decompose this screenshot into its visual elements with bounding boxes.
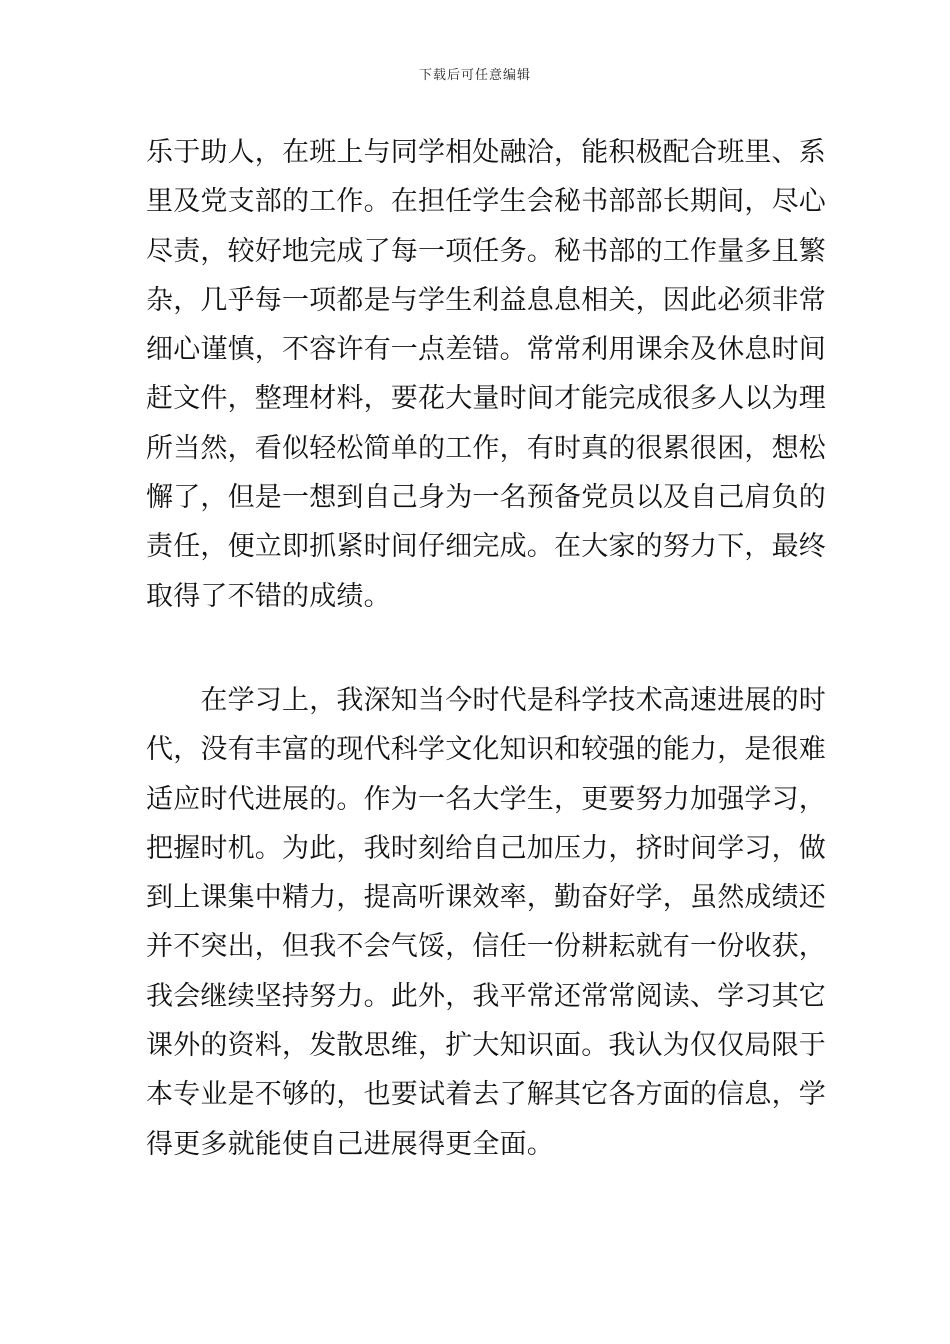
paragraph-line: 所当然，看似轻松简单的工作，有时真的很累很困，想松 bbox=[146, 432, 826, 464]
paragraph-line: 在学习上，我深知当今时代是科学技术高速进展的时 bbox=[146, 685, 826, 716]
paragraph-line: 懈了，但是一想到自己身为一名预备党员以及自己肩负的 bbox=[146, 482, 826, 514]
paragraph-line: 得更多就能使自己进展得更全面。 bbox=[146, 1128, 554, 1160]
paragraph-line: 杂，几乎每一项都是与学生利益息息相关，因此必须非常 bbox=[146, 284, 826, 316]
paragraph-line: 代，没有丰富的现代科学文化知识和较强的能力，是很难 bbox=[146, 734, 826, 766]
paragraph-line: 本专业是不够的，也要试着去了解其它各方面的信息，学 bbox=[146, 1079, 826, 1111]
paragraph-line: 尽责，较好地完成了每一项任务。秘书部的工作量多且繁 bbox=[146, 235, 826, 267]
paragraph-line: 赶文件，整理材料，要花大量时间才能完成很多人以为理 bbox=[146, 383, 826, 415]
header-note: 下载后可任意编辑 bbox=[418, 68, 531, 83]
paragraph-line: 我会继续坚持努力。此外，我平常还常常阅读、学习其它 bbox=[146, 980, 826, 1012]
paragraph-line: 里及党支部的工作。在担任学生会秘书部部长期间，尽心 bbox=[146, 186, 826, 218]
paragraph-1 bbox=[146, 128, 826, 621]
paragraph-line: 取得了不错的成绩。 bbox=[146, 580, 391, 612]
paragraph-line: 乐于助人，在班上与同学相处融洽，能积极配合班里、系 bbox=[146, 137, 826, 168]
paragraph-line: 到上课集中精力，提高听课效率，勤奋好学，虽然成绩还 bbox=[146, 882, 826, 914]
paragraph-line: 细心谨慎，不容许有一点差错。常常利用课余及休息时间 bbox=[146, 334, 826, 366]
paragraph-line: 适应时代进展的。作为一名大学生，更要努力加强学习， bbox=[146, 783, 826, 815]
paragraph-2 bbox=[146, 676, 826, 1169]
paragraph-line: 责任，便立即抓紧时间仔细完成。在大家的努力下，最终 bbox=[146, 531, 826, 563]
paragraph-line: 并不突出，但我不会气馁，信任一份耕耘就有一份收获， bbox=[146, 931, 826, 963]
paragraph-line: 把握时机。为此，我时刻给自己加压力，挤时间学习，做 bbox=[146, 832, 826, 864]
paragraph-line: 课外的资料，发散思维，扩大知识面。我认为仅仅局限于 bbox=[146, 1030, 826, 1062]
